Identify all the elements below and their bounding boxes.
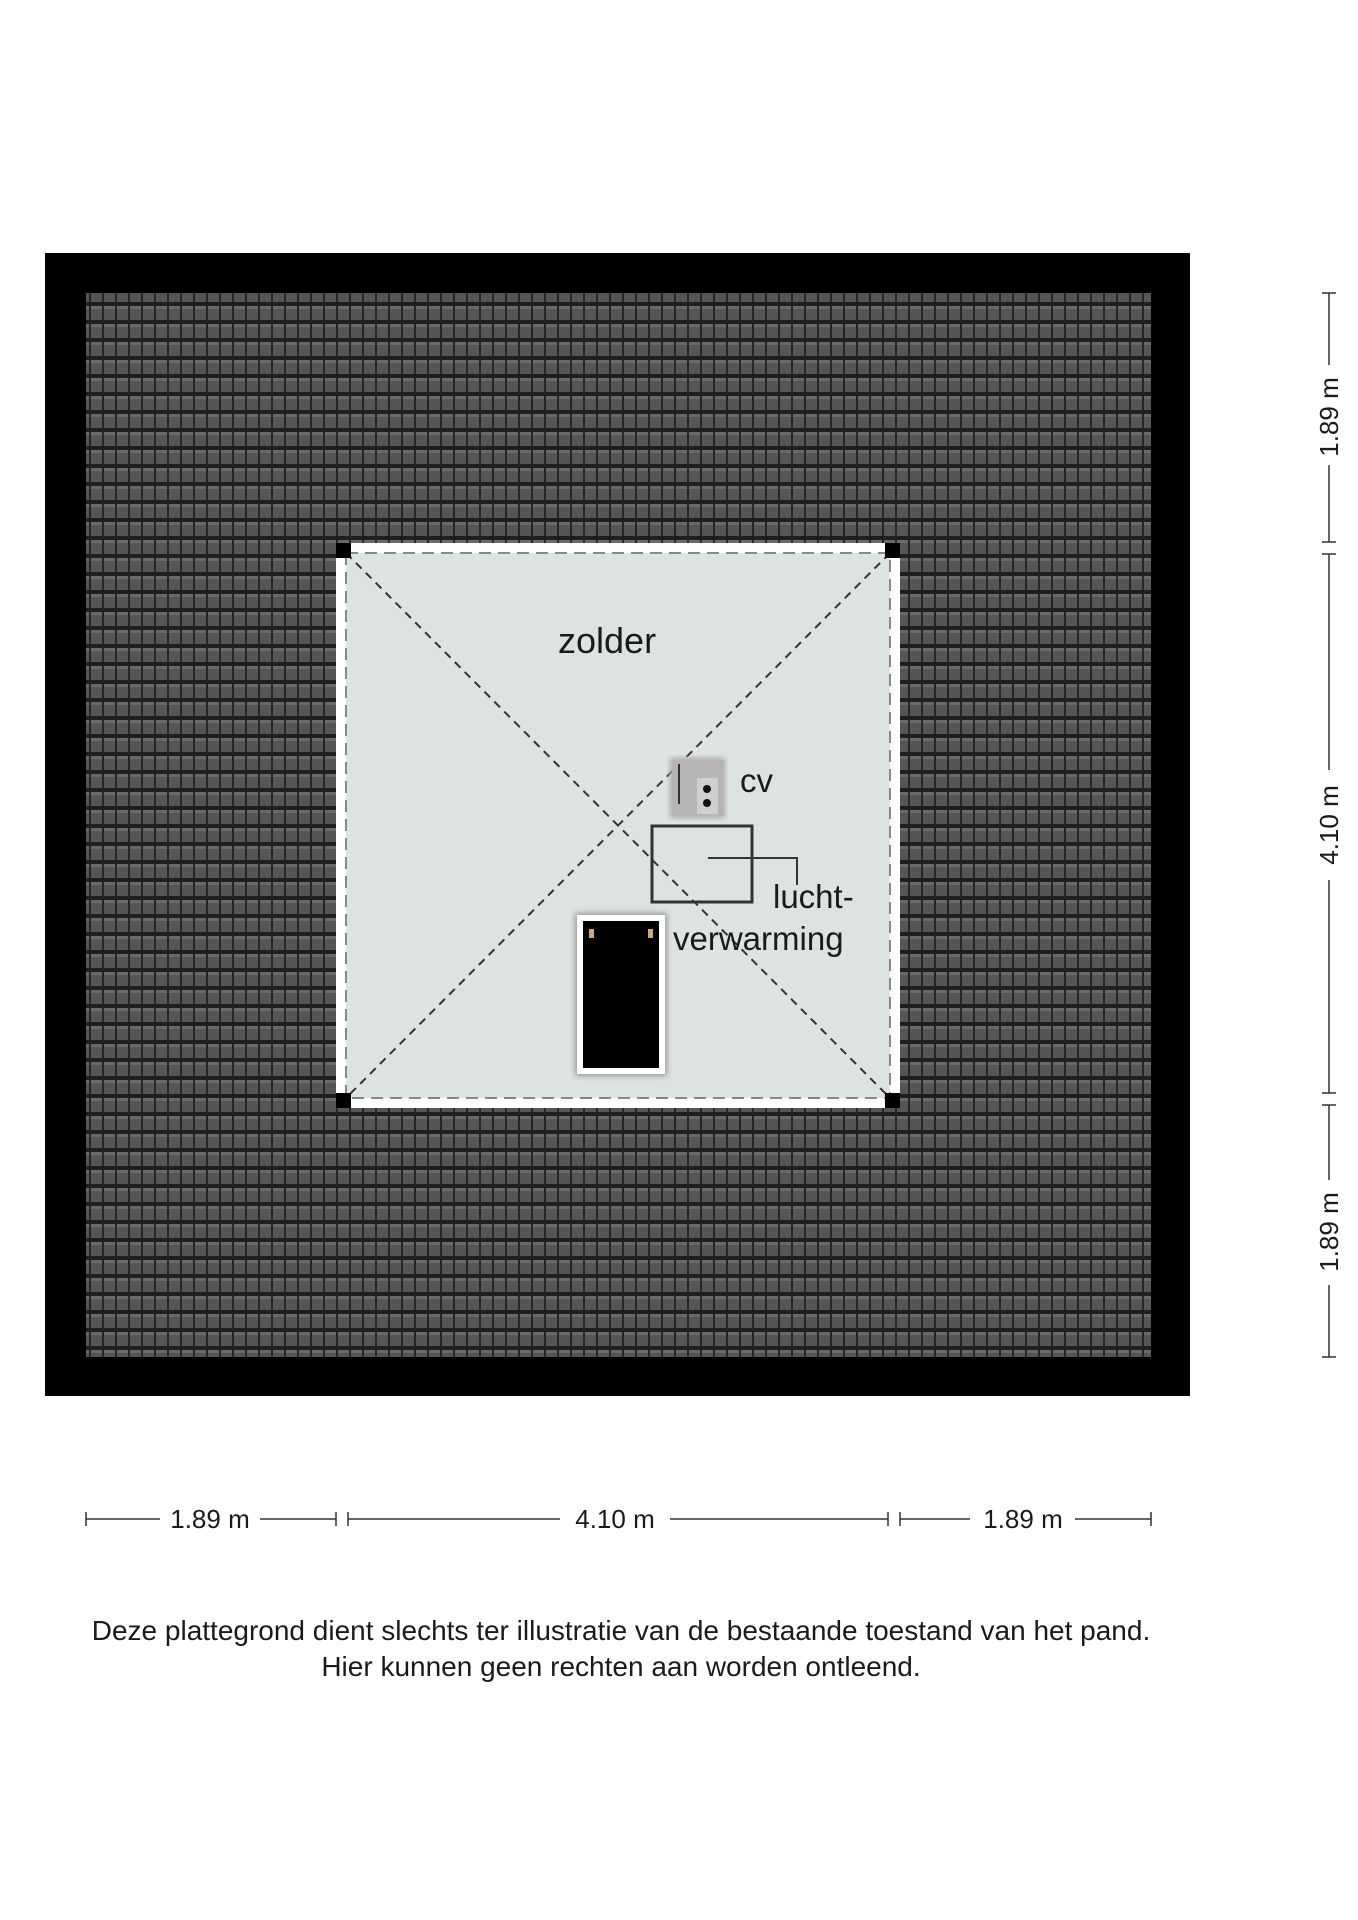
cv-label: cv — [740, 762, 773, 799]
dimension-label: 1.89 m — [1314, 377, 1344, 457]
air-heating-label-line2: verwarming — [673, 920, 844, 957]
corner-post — [336, 1093, 351, 1108]
dimension-label: 1.89 m — [983, 1504, 1063, 1534]
roof-hatch-icon — [575, 913, 667, 1076]
dimension-label: 1.89 m — [170, 1504, 250, 1534]
disclaimer-line-2: Hier kunnen geen rechten aan worden ontleend. — [321, 1651, 921, 1682]
corner-post — [885, 543, 900, 558]
air-heating-label-line1: lucht- — [773, 878, 854, 915]
dimension-label: 4.10 m — [575, 1504, 655, 1534]
dimension-label: 1.89 m — [1314, 1192, 1344, 1272]
dimension-label: 4.10 m — [1314, 785, 1344, 865]
corner-post — [336, 543, 351, 558]
disclaimer-line-1: Deze plattegrond dient slechts ter illustratie van de bestaande toestand van het pand. — [91, 1615, 1151, 1646]
corner-post — [885, 1093, 900, 1108]
room-label-zolder: zolder — [558, 620, 657, 661]
cv-boiler-icon — [670, 758, 725, 818]
